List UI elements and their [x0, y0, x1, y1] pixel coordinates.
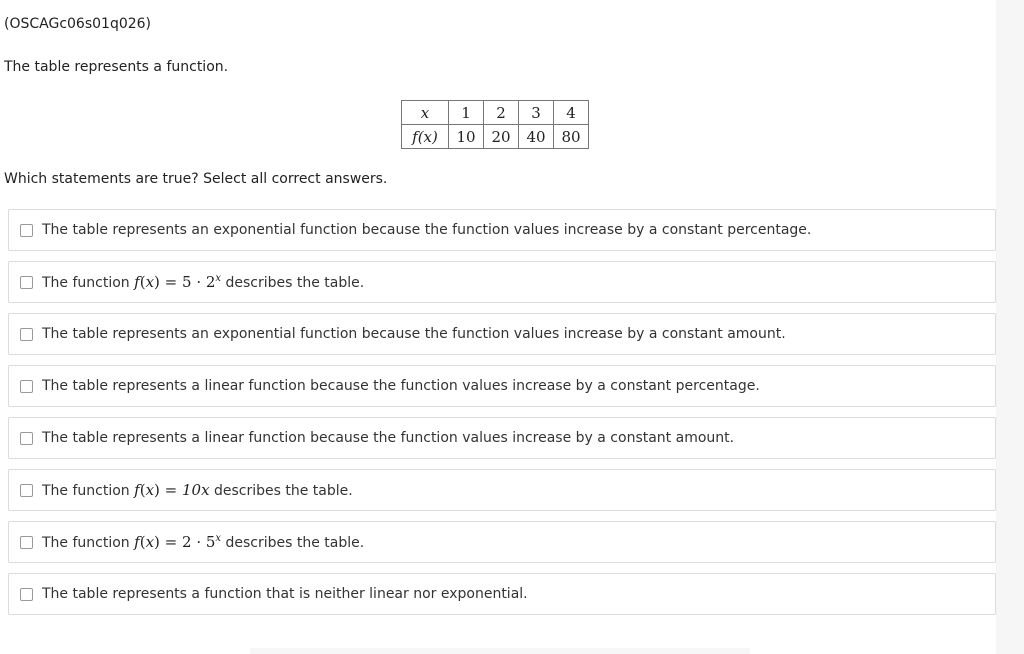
math-expression: $f(x) = 2 \cdot 5^x$	[134, 533, 222, 551]
bottom-shadow	[250, 648, 750, 654]
checkbox[interactable]	[20, 484, 33, 497]
option-text: The table represents a linear function because the function values increase by a constant percentage.	[42, 378, 760, 394]
checkbox[interactable]	[20, 588, 33, 601]
answer-option-8[interactable]	[8, 573, 996, 615]
table-header-fx: f(x)	[402, 125, 449, 149]
checkbox[interactable]	[20, 276, 33, 289]
table-row-x	[402, 101, 589, 125]
checkbox[interactable]	[20, 536, 33, 549]
table-cell: 4	[554, 101, 589, 125]
option-text: The function f(x) = 10x describes the table.	[42, 481, 353, 499]
table-cell: 2	[484, 101, 519, 125]
table-cell: 80	[554, 125, 589, 149]
answer-option-6[interactable]	[8, 469, 996, 511]
checkbox[interactable]	[20, 224, 33, 237]
answer-option-4[interactable]	[8, 365, 996, 407]
answer-option-1[interactable]	[8, 209, 996, 251]
answer-option-7[interactable]	[8, 521, 996, 563]
answer-option-3[interactable]	[8, 313, 996, 355]
checkbox[interactable]	[20, 432, 33, 445]
table-cell: 20	[484, 125, 519, 149]
answer-option-5[interactable]	[8, 417, 996, 459]
option-text: The function $f(x) = 2 \cdot 5^x$ describes the table.	[42, 533, 365, 551]
math-expression: f(x) = 10x	[134, 481, 210, 499]
checkbox[interactable]	[20, 328, 33, 341]
answer-option-2[interactable]	[8, 261, 996, 303]
question-id: (OSCAGc06s01q026)	[4, 16, 152, 32]
scrollbar-gutter[interactable]	[996, 0, 1024, 654]
table-cell: 3	[519, 101, 554, 125]
question-intro: The table represents a function.	[4, 59, 229, 75]
table-row-fx	[402, 125, 589, 149]
table-cell: 10	[449, 125, 484, 149]
math-expression: $f(x) = 5 \cdot 2^x$	[134, 273, 222, 291]
table-cell: 1	[449, 101, 484, 125]
answer-options	[8, 209, 996, 625]
checkbox[interactable]	[20, 380, 33, 393]
function-table	[401, 100, 589, 149]
table-cell: 40	[519, 125, 554, 149]
option-text: The table represents a linear function because the function values increase by a constant amount.	[42, 430, 735, 446]
option-text: The table represents an exponential function because the function values increase by a constant amount.	[42, 326, 786, 342]
option-text: The table represents a function that is neither linear nor exponential.	[42, 586, 528, 602]
option-text: The function $f(x) = 5 \cdot 2^x$ describes the table.	[42, 273, 365, 291]
option-text: The table represents an exponential function because the function values increase by a constant percentage.	[42, 222, 812, 238]
table-header-x: x	[402, 101, 449, 125]
question-prompt: Which statements are true? Select all correct answers.	[4, 171, 388, 187]
